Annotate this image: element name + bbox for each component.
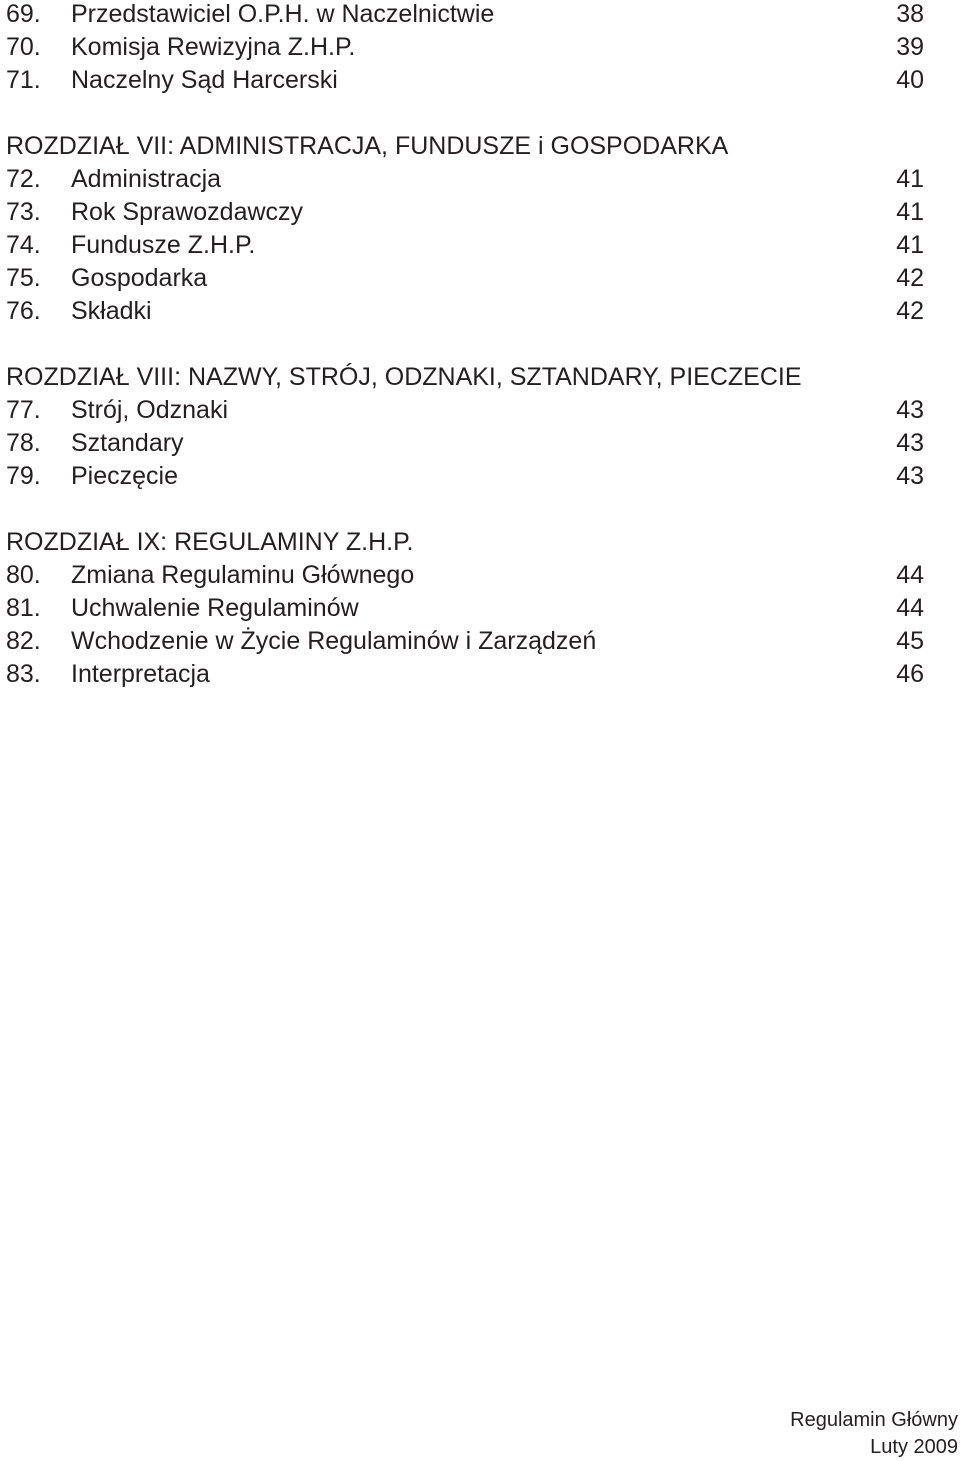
toc-entry bbox=[6, 163, 926, 196]
toc-entry bbox=[6, 427, 926, 460]
entry-page: 40 bbox=[896, 66, 924, 94]
toc-entry bbox=[6, 295, 926, 328]
entry-title: Uchwalenie Regulaminów bbox=[71, 594, 359, 622]
entry-number: 82. bbox=[6, 627, 41, 655]
entry-title: Komisja Rewizyjna Z.H.P. bbox=[71, 33, 356, 61]
entry-number: 73. bbox=[6, 198, 41, 226]
entry-title: Składki bbox=[71, 297, 152, 325]
entry-title: Naczelny Sąd Harcerski bbox=[71, 66, 338, 94]
entry-title: Interpretacja bbox=[71, 660, 210, 688]
entry-page: 43 bbox=[896, 462, 924, 490]
toc-entry bbox=[6, 559, 926, 592]
chapter-heading: ROZDZIAŁ VII: ADMINISTRACJA, FUNDUSZE i GOSPODARKA bbox=[6, 132, 729, 160]
entry-number: 71. bbox=[6, 66, 41, 94]
entry-number: 78. bbox=[6, 429, 41, 457]
entry-page: 43 bbox=[896, 429, 924, 457]
table-of-contents bbox=[6, 0, 926, 691]
toc-entry bbox=[6, 592, 926, 625]
page-footer bbox=[790, 1407, 958, 1461]
entry-page: 42 bbox=[896, 264, 924, 292]
entry-title: Zmiana Regulaminu Głównego bbox=[71, 561, 415, 589]
spacer bbox=[6, 328, 926, 361]
entry-number: 83. bbox=[6, 660, 41, 688]
chapter-heading: ROZDZIAŁ IX: REGULAMINY Z.H.P. bbox=[6, 528, 414, 556]
toc-entry bbox=[6, 64, 926, 97]
toc-entry bbox=[6, 625, 926, 658]
entry-title: Pieczęcie bbox=[71, 462, 178, 490]
entry-title: Wchodzenie w Życie Regulaminów i Zarządzeń bbox=[71, 627, 597, 655]
entry-page: 45 bbox=[896, 627, 924, 655]
entry-page: 44 bbox=[896, 561, 924, 589]
spacer bbox=[6, 97, 926, 130]
entry-page: 41 bbox=[896, 165, 924, 193]
toc-entry bbox=[6, 31, 926, 64]
entry-number: 80. bbox=[6, 561, 41, 589]
entry-page: 43 bbox=[896, 396, 924, 424]
toc-entry bbox=[6, 262, 926, 295]
entry-number: 74. bbox=[6, 231, 41, 259]
toc-entry bbox=[6, 196, 926, 229]
entry-title: Administracja bbox=[71, 165, 222, 193]
toc-entry bbox=[6, 394, 926, 427]
toc-entry bbox=[6, 658, 926, 691]
entry-page: 39 bbox=[896, 33, 924, 61]
entry-number: 70. bbox=[6, 33, 41, 61]
entry-page: 41 bbox=[896, 231, 924, 259]
toc-entry bbox=[6, 0, 926, 31]
entry-number: 81. bbox=[6, 594, 41, 622]
entry-title: Rok Sprawozdawczy bbox=[71, 198, 304, 226]
entry-title: Przedstawiciel O.P.H. w Naczelnictwie bbox=[71, 0, 495, 28]
spacer bbox=[6, 493, 926, 526]
entry-number: 72. bbox=[6, 165, 41, 193]
entry-number: 77. bbox=[6, 396, 41, 424]
entry-page: 41 bbox=[896, 198, 924, 226]
entry-title: Strój, Odznaki bbox=[71, 396, 229, 424]
entry-page: 42 bbox=[896, 297, 924, 325]
entry-number: 79. bbox=[6, 462, 41, 490]
entry-page: 46 bbox=[896, 660, 924, 688]
entry-title: Gospodarka bbox=[71, 264, 208, 292]
entry-title: Fundusze Z.H.P. bbox=[71, 231, 256, 259]
entry-page: 44 bbox=[896, 594, 924, 622]
entry-page: 38 bbox=[896, 0, 924, 28]
toc-entry bbox=[6, 460, 926, 493]
toc-entry bbox=[6, 229, 926, 262]
footer-document-title: Regulamin Główny bbox=[790, 1409, 958, 1431]
entry-number: 69. bbox=[6, 0, 41, 28]
entry-number: 76. bbox=[6, 297, 41, 325]
chapter-heading: ROZDZIAŁ VIII: NAZWY, STRÓJ, ODZNAKI, SZTANDARY, PIECZECIE bbox=[6, 363, 802, 391]
footer-date: Luty 2009 bbox=[870, 1436, 958, 1458]
entry-title: Sztandary bbox=[71, 429, 184, 457]
entry-number: 75. bbox=[6, 264, 41, 292]
